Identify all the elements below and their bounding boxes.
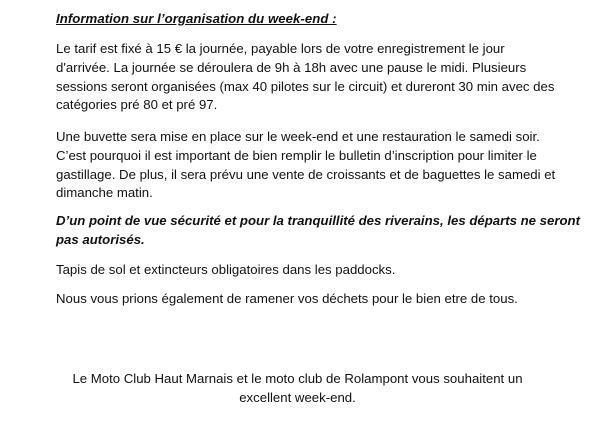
text-line: gastillage. De plus, il sera prévu une vente de croissants et de baguettes le samedi et: [56, 166, 556, 182]
text-line: catégories pré 80 et pré 97.: [56, 97, 218, 113]
section-heading: Information sur l’organisation du week-end :: [56, 11, 337, 26]
text-line: Tapis de sol et extincteurs obligatoires dans les paddocks.: [56, 262, 396, 277]
text-line: d'arrivée. La journée se déroulera de 9h à 18h avec une pause le midi. Plusieurs: [56, 59, 527, 75]
paragraph-paddock-requirements: [56, 261, 576, 280]
text-line: C’est pourquoi il est important de bien remplir le bulletin d’inscription pour limiter le: [56, 147, 537, 163]
paragraph-safety-notice: [56, 212, 580, 250]
text-line: Le tarif est fixé à 15 € la journée, payable lors de votre enregistrement le jour: [56, 41, 505, 56]
closing-message: [0, 370, 595, 408]
text-line: Le Moto Club Haut Marnais et le moto club de Rolampont vous souhaitent un: [72, 371, 523, 386]
text-line: dimanche matin.: [56, 185, 153, 201]
paragraph-catering: [56, 128, 576, 203]
paragraph-waste-request: [56, 290, 576, 309]
text-line: sessions seront organisées (max 40 pilotes sur le circuit) et dureront 30 min avec des: [56, 78, 555, 94]
text-line: Une buvette sera mise en place sur le week-end et une restauration le samedi soir.: [56, 129, 540, 144]
text-line: Nous vous prions également de ramener vos déchets pour le bien etre de tous.: [56, 291, 518, 306]
text-line: excellent week-end.: [239, 389, 356, 405]
text-line: pas autorisés.: [56, 231, 145, 247]
paragraph-pricing-schedule: [56, 40, 576, 115]
text-line: D’un point de vue sécurité et pour la tranquillité des riverains, les départs ne seront: [56, 213, 580, 228]
